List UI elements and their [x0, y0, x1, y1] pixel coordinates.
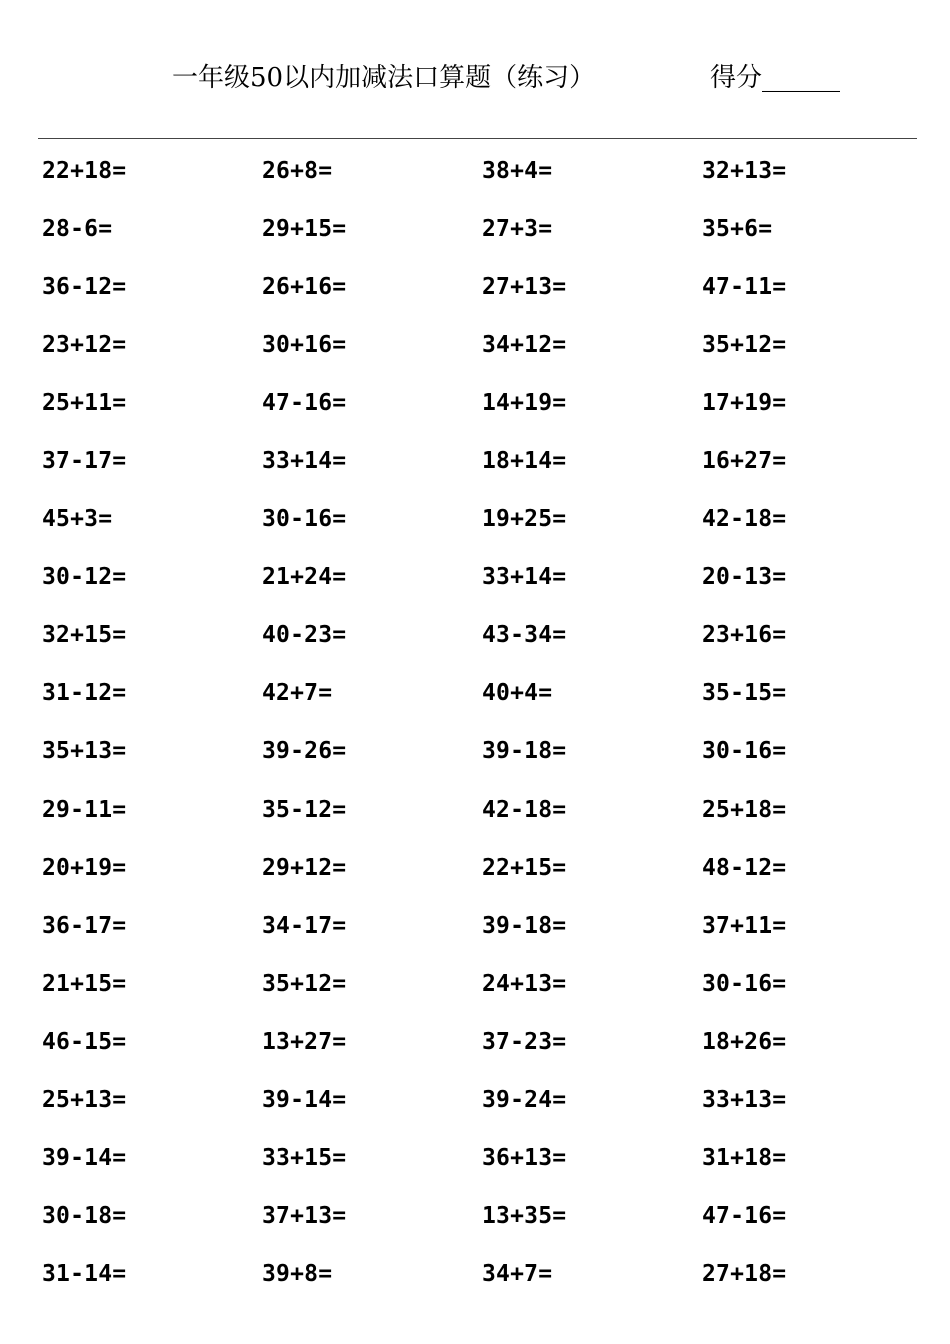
problem-item: 29-11= [42, 796, 127, 823]
problem-item: 40+4= [482, 680, 553, 707]
problem-item: 24+13= [482, 970, 567, 997]
problem-item: 34+12= [482, 332, 567, 359]
problem-item: 30-16= [702, 970, 787, 997]
problem-row [42, 722, 922, 780]
problem-item: 39-26= [262, 738, 347, 765]
problem-row [42, 316, 922, 374]
problem-item: 45+3= [42, 506, 113, 533]
problem-item: 47-16= [702, 1202, 787, 1229]
problem-row [42, 374, 922, 432]
problem-item: 21+24= [262, 564, 347, 591]
problem-item: 33+13= [702, 1086, 787, 1113]
problem-item: 30-16= [702, 738, 787, 765]
problem-item: 30-18= [42, 1202, 127, 1229]
problem-item: 35-12= [262, 796, 347, 823]
problem-item: 36-12= [42, 274, 127, 301]
problem-row [42, 490, 922, 548]
problem-item: 42+7= [262, 680, 333, 707]
problem-item: 43-34= [482, 622, 567, 649]
problem-item: 39-14= [262, 1086, 347, 1113]
header-divider [38, 138, 917, 139]
problem-item: 26+16= [262, 274, 347, 301]
problem-item: 39-18= [482, 738, 567, 765]
worksheet-title: 一年级50以内加减法口算题（练习） [172, 63, 596, 93]
problem-item: 23+16= [702, 622, 787, 649]
problem-row [42, 1013, 922, 1071]
problem-item: 35+13= [42, 738, 127, 765]
problem-item: 18+14= [482, 448, 567, 475]
problem-item: 34-17= [262, 912, 347, 939]
problem-item: 37-17= [42, 448, 127, 475]
problem-item: 21+15= [42, 970, 127, 997]
problem-row [42, 1071, 922, 1129]
problem-row [42, 839, 922, 897]
problem-item: 39-18= [482, 912, 567, 939]
problem-item: 47-11= [702, 274, 787, 301]
problem-row [42, 664, 922, 722]
problem-item: 33+15= [262, 1144, 347, 1171]
problem-item: 14+19= [482, 390, 567, 417]
problem-item: 27+3= [482, 216, 553, 243]
problem-item: 36+13= [482, 1144, 567, 1171]
problem-item: 32+15= [42, 622, 127, 649]
problem-item: 42-18= [482, 796, 567, 823]
problem-row [42, 432, 922, 490]
problem-item: 31-14= [42, 1260, 127, 1287]
problem-row [42, 955, 922, 1013]
problem-item: 19+25= [482, 506, 567, 533]
problem-row [42, 606, 922, 664]
problem-item: 40-23= [262, 622, 347, 649]
problem-item: 33+14= [482, 564, 567, 591]
problem-item: 26+8= [262, 158, 333, 185]
problem-item: 33+14= [262, 448, 347, 475]
problem-item: 31-12= [42, 680, 127, 707]
problem-row [42, 1129, 922, 1187]
problem-item: 36-17= [42, 912, 127, 939]
problem-item: 48-12= [702, 854, 787, 881]
problem-item: 25+11= [42, 390, 127, 417]
problem-item: 32+13= [702, 158, 787, 185]
problem-item: 38+4= [482, 158, 553, 185]
score-field: 得分______ [710, 63, 841, 93]
problem-item: 35+12= [262, 970, 347, 997]
worksheet-header [0, 56, 950, 100]
problem-row [42, 258, 922, 316]
problem-item: 22+15= [482, 854, 567, 881]
problem-item: 28-6= [42, 216, 113, 243]
problem-item: 37-23= [482, 1028, 567, 1055]
problem-item: 20-13= [702, 564, 787, 591]
problem-row [42, 781, 922, 839]
problem-item: 23+12= [42, 332, 127, 359]
problem-item: 27+18= [702, 1260, 787, 1287]
problem-item: 18+26= [702, 1028, 787, 1055]
problem-item: 29+15= [262, 216, 347, 243]
problem-item: 35+12= [702, 332, 787, 359]
problem-item: 37+13= [262, 1202, 347, 1229]
problem-item: 25+18= [702, 796, 787, 823]
problem-item: 20+19= [42, 854, 127, 881]
problem-item: 27+13= [482, 274, 567, 301]
problem-item: 16+27= [702, 448, 787, 475]
problem-item: 31+18= [702, 1144, 787, 1171]
problem-grid [42, 142, 922, 1303]
problem-item: 35-15= [702, 680, 787, 707]
problem-item: 30+16= [262, 332, 347, 359]
problem-item: 30-16= [262, 506, 347, 533]
problem-item: 13+27= [262, 1028, 347, 1055]
problem-item: 39-14= [42, 1144, 127, 1171]
problem-item: 42-18= [702, 506, 787, 533]
problem-item: 22+18= [42, 158, 127, 185]
problem-item: 47-16= [262, 390, 347, 417]
problem-item: 17+19= [702, 390, 787, 417]
problem-row [42, 200, 922, 258]
problem-item: 25+13= [42, 1086, 127, 1113]
problem-item: 39+8= [262, 1260, 333, 1287]
problem-item: 37+11= [702, 912, 787, 939]
problem-item: 29+12= [262, 854, 347, 881]
problem-item: 34+7= [482, 1260, 553, 1287]
problem-item: 35+6= [702, 216, 773, 243]
problem-item: 46-15= [42, 1028, 127, 1055]
problem-row [42, 1245, 922, 1303]
problem-row [42, 548, 922, 606]
problem-row [42, 897, 922, 955]
problem-item: 30-12= [42, 564, 127, 591]
problem-row [42, 142, 922, 200]
problem-row [42, 1187, 922, 1245]
problem-item: 39-24= [482, 1086, 567, 1113]
problem-item: 13+35= [482, 1202, 567, 1229]
